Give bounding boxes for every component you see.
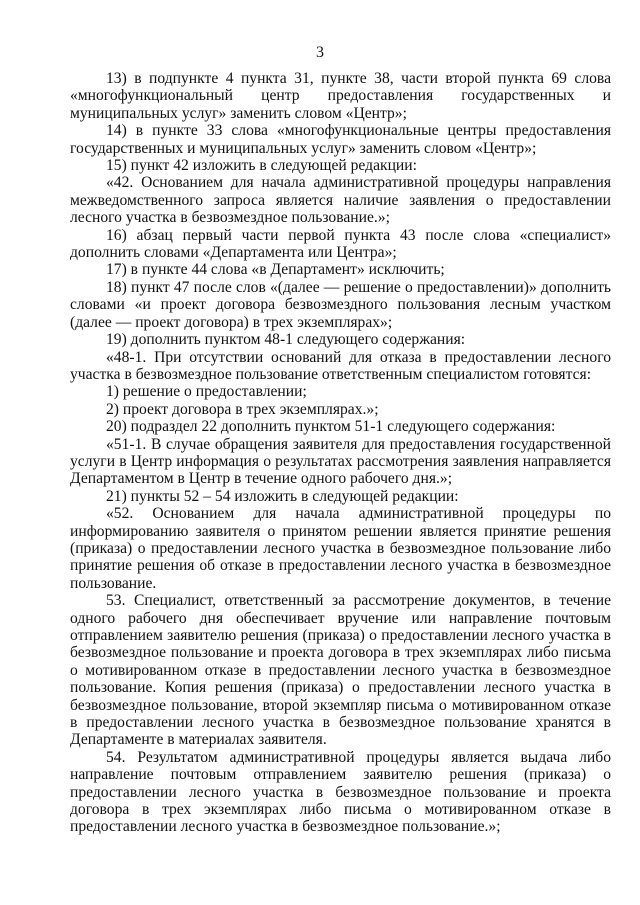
paragraph-item-13: 13) в подпункте 4 пункта 31, пункте 38, части второй пункта 69 слова «многофункциональный центр предоставления государственных и муниципальных услуг» заменить словом «Центр»;: [70, 70, 611, 122]
list-item-contract-draft: 2) проект договора в трех экземплярах.»;: [106, 400, 379, 418]
paragraph-item-16: 16) абзац первый части первой пункта 43 после слова «специалист» дополнить словами «Департамента или Центра»;: [70, 226, 611, 262]
quoted-paragraph-51-1: «51-1. В случае обращения заявителя для предоставления государственной услуги в Центр информация о результатах рассмотрения заявления направляется Департаментом в Центр в течение одного рабочего дня.»;: [70, 435, 611, 488]
quoted-paragraph-52: «52. Основанием для начала административной процедуры по информированию заявителя о принятом решении является принятие решения (приказа) о предоставлении лесного участка в безвозмездное пользование либо принятие решения об отказе в предоставлении лесного участка в безвозмездное пользование.: [70, 505, 611, 592]
quoted-paragraph-54: 54. Результатом административной процедуры является выдача либо направление почтовым отправлением заявителю решения (приказа) о предоставлении лесного участка в безвозмездное пользование и проекта договора в трех экземплярах либо письма о мотивированном отказе в предоставлении лесного участка в безвозмездное пользование.»;: [70, 748, 611, 836]
paragraph-item-18: 18) пункт 47 после слов «(далее — решение о предоставлении)» дополнить словами «и проект договора безвозмездного пользования лесным участком (далее — проект договора) в трех экземплярах»;: [70, 278, 611, 331]
paragraph-item-20: 20) подраздел 22 дополнить пунктом 51-1 следующего содержания:: [106, 418, 556, 436]
paragraph-item-19: 19) дополнить пунктом 48-1 следующего содержания:: [106, 331, 466, 349]
paragraph-item-21: 21) пункты 52 – 54 изложить в следующей редакции:: [106, 487, 459, 505]
list-item-decision: 1) решение о предоставлении;: [106, 383, 307, 401]
page-number: 3: [316, 44, 324, 61]
document-body: [70, 70, 611, 836]
quoted-paragraph-42: «42. Основанием для начала административной процедуры направления межведомственного запроса является наличие заявления о предоставлении лесного участка в безвозмездное пользование.»;: [70, 174, 611, 227]
paragraph-item-14: 14) в пункте 33 слова «многофункциональные центры предоставления государственных и муниципальных услуг» заменить словом «Центр»;: [70, 122, 611, 157]
quoted-paragraph-48-1: «48-1. При отсутствии оснований для отказа в предоставлении лесного участка в безвозмездное пользование ответственным специалистом готовятся:: [70, 348, 611, 383]
paragraph-item-17: 17) в пункте 44 слова «в Департамент» исключить;: [106, 261, 445, 279]
quoted-paragraph-53: 53. Специалист, ответственный за рассмотрение документов, в течение одного рабочего дня обеспечивает вручение или направление почтовым отправлением заявителю решения (приказа) о предоставлении лесного участка в безвозмездное пользование и проекта договора в трех экземплярах либо письма о мотивированном отказе в предоставлении лесного участка в безвозмездное пользование. Копия решения (приказа) о предоставлении лесного участка в безвозмездное пользование, второй экземпляр письма о мотивированном отказе в предоставлении лесного участка в безвозмездное пользование хранятся в Департаменте в материалах заявителя.: [70, 592, 611, 749]
paragraph-item-15: 15) пункт 42 изложить в следующей редакции:: [106, 157, 417, 175]
